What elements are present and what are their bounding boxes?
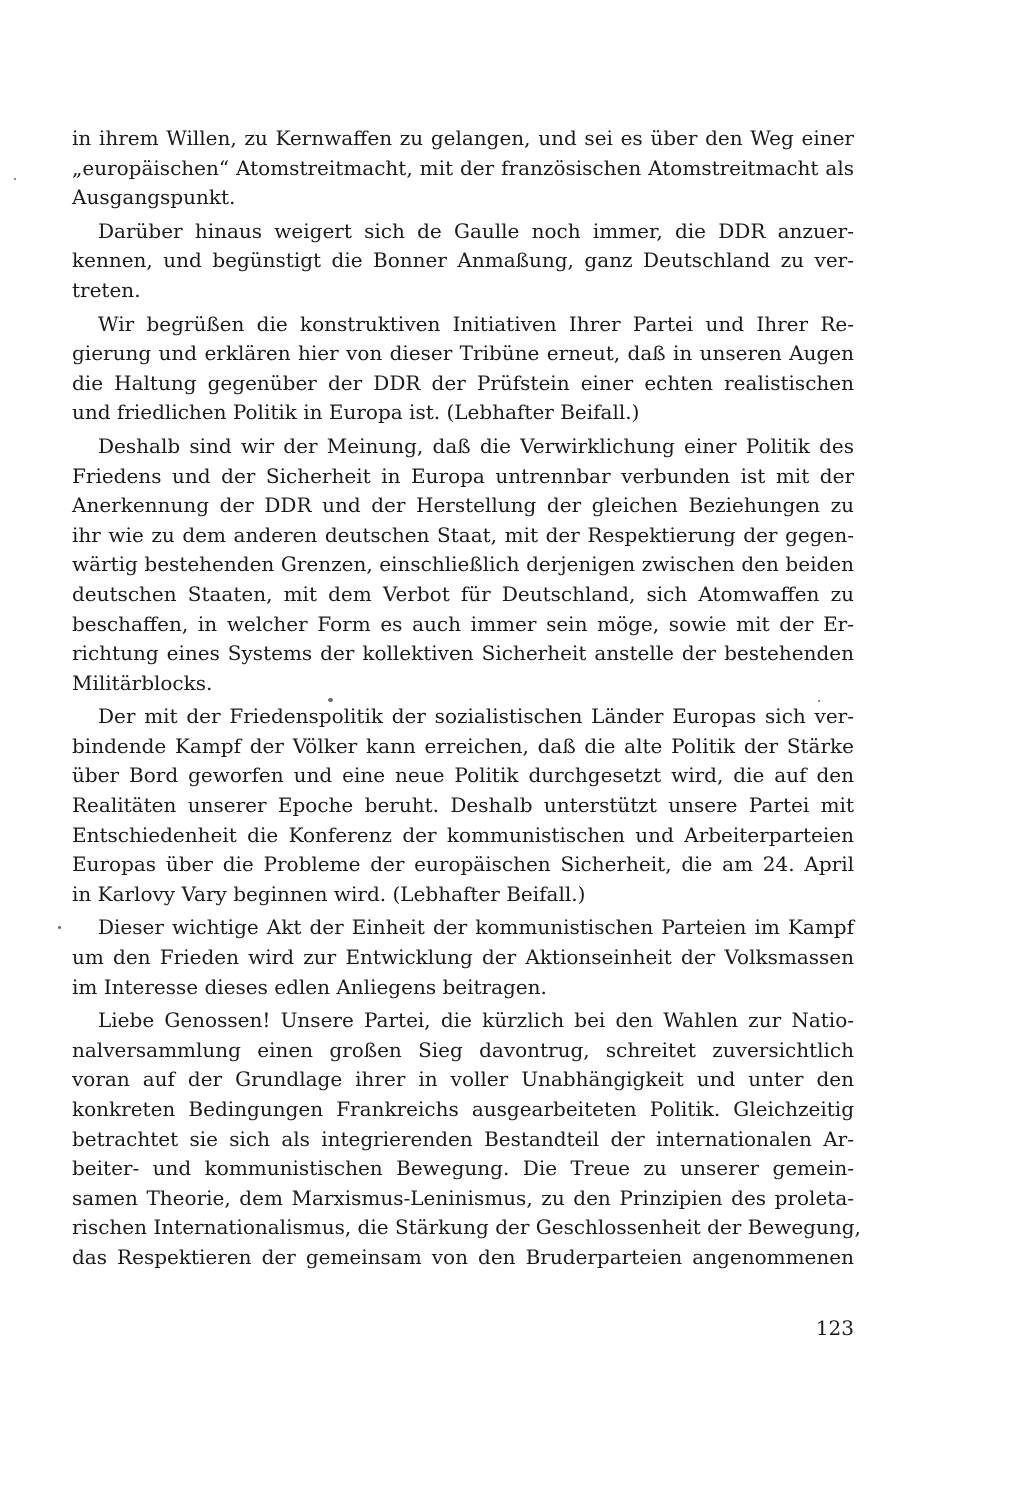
text-line: ihr wie zu dem anderen deutschen Staat, mit der Respektierung der gegen- <box>72 522 854 547</box>
text-line: gierung und erklären hier von dieser Tribüne erneut, daß in unseren Augen <box>72 341 854 366</box>
text-line: Friedens und der Sicherheit in Europa untrennbar verbunden ist mit der <box>72 463 854 488</box>
text-line: richtung eines Systems der kollektiven Sicherheit anstelle der bestehenden <box>72 641 854 666</box>
paragraph <box>72 702 854 909</box>
text-line: bindende Kampf der Völker kann erreichen, daß die alte Politik der Stärke <box>72 733 854 758</box>
text-line: kennen, und begünstigt die Bonner Anmaßung, ganz Deutschland zu ver- <box>72 248 854 273</box>
text-line: rischen Internationalismus, die Stärkung der Geschlossenheit der Bewegung, <box>72 1215 861 1240</box>
text-line: im Interesse dieses edlen Anliegens beitragen. <box>72 974 547 999</box>
text-line: Deshalb sind wir der Meinung, daß die Verwirklichung einer Politik des <box>98 433 854 458</box>
text-line: Militärblocks. <box>72 670 213 695</box>
paragraph <box>72 124 854 213</box>
text-line: die Haltung gegenüber der DDR der Prüfstein einer echten realistischen <box>72 370 854 395</box>
text-line: Der mit der Friedenspolitik der sozialistischen Länder Europas sich ver- <box>98 704 854 729</box>
scan-speck <box>14 178 16 180</box>
text-line: Darüber hinaus weigert sich de Gaulle noch immer, die DDR anzuer- <box>98 218 854 243</box>
paragraph <box>72 432 854 698</box>
text-line: Entschiedenheit die Konferenz der kommunistischen und Arbeiterparteien <box>72 822 854 847</box>
paragraph <box>72 913 854 1002</box>
text-line: „europäischen“ Atomstreitmacht, mit der französischen Atomstreitmacht als <box>72 155 854 180</box>
text-line: konkreten Bedingungen Frankreichs ausgearbeiteten Politik. Gleichzeitig <box>72 1097 854 1121</box>
text-line: betrachtet sie sich als integrierenden Bestandteil der internationalen Ar- <box>72 1126 854 1151</box>
paragraph <box>72 1006 861 1272</box>
text-line: um den Frieden wird zur Entwicklung der Aktionseinheit der Volksmassen <box>72 945 854 970</box>
page-body <box>72 124 861 1273</box>
text-line: Liebe Genossen! Unsere Partei, die kürzlich bei den Wahlen zur Natio- <box>98 1008 854 1033</box>
text-line: Ausgangspunkt. <box>72 185 236 210</box>
text-line: beschaffen, in welcher Form es auch immer sein möge, sowie mit der Er- <box>72 611 854 636</box>
page-number: 123 <box>815 1316 854 1340</box>
text-line: Anerkennung der DDR und der Herstellung der gleichen Beziehungen zu <box>72 493 854 518</box>
text-line: Realitäten unserer Epoche beruht. Deshalb unterstützt unsere Partei mit <box>72 793 854 818</box>
text-line: beiter- und kommunistischen Bewegung. Die Treue zu unserer gemein- <box>72 1156 854 1181</box>
text-line: samen Theorie, dem Marxismus-Leninismus, zu den Prinzipien des proleta- <box>72 1185 854 1210</box>
text-line: das Respektieren der gemeinsam von den Bruderparteien angenommenen <box>72 1244 854 1269</box>
scan-speck <box>818 700 820 702</box>
text-line: wärtig bestehenden Grenzen, einschließlich derjenigen zwischen den beiden <box>72 552 854 577</box>
text-line: in ihrem Willen, zu Kernwaffen zu gelangen, und sei es über den Weg einer <box>72 126 854 150</box>
paragraph <box>72 310 854 428</box>
text-line: nalversammlung einen großen Sieg davontrug, schreitet zuversichtlich <box>72 1037 854 1062</box>
text-line: in Karlovy Vary beginnen wird. (Lebhafter Beifall.) <box>72 881 586 906</box>
paragraph <box>72 217 854 306</box>
text-line: über Bord geworfen und eine neue Politik durchgesetzt wird, die auf den <box>72 763 854 788</box>
text-line: treten. <box>72 277 141 302</box>
scan-speck <box>328 698 333 702</box>
text-line: Dieser wichtige Akt der Einheit der kommunistischen Parteien im Kampf <box>98 915 854 940</box>
text-line: voran auf der Grundlage ihrer in voller Unabhängigkeit und unter den <box>72 1067 854 1092</box>
text-line: deutschen Staaten, mit dem Verbot für Deutschland, sich Atomwaffen zu <box>72 581 854 606</box>
text-line: Wir begrüßen die konstruktiven Initiativen Ihrer Partei und Ihrer Re- <box>98 311 854 336</box>
scan-speck <box>58 926 61 929</box>
text-line: Europas über die Probleme der europäischen Sicherheit, die am 24. April <box>72 852 854 877</box>
text-line: und friedlichen Politik in Europa ist. (Lebhafter Beifall.) <box>72 400 640 425</box>
